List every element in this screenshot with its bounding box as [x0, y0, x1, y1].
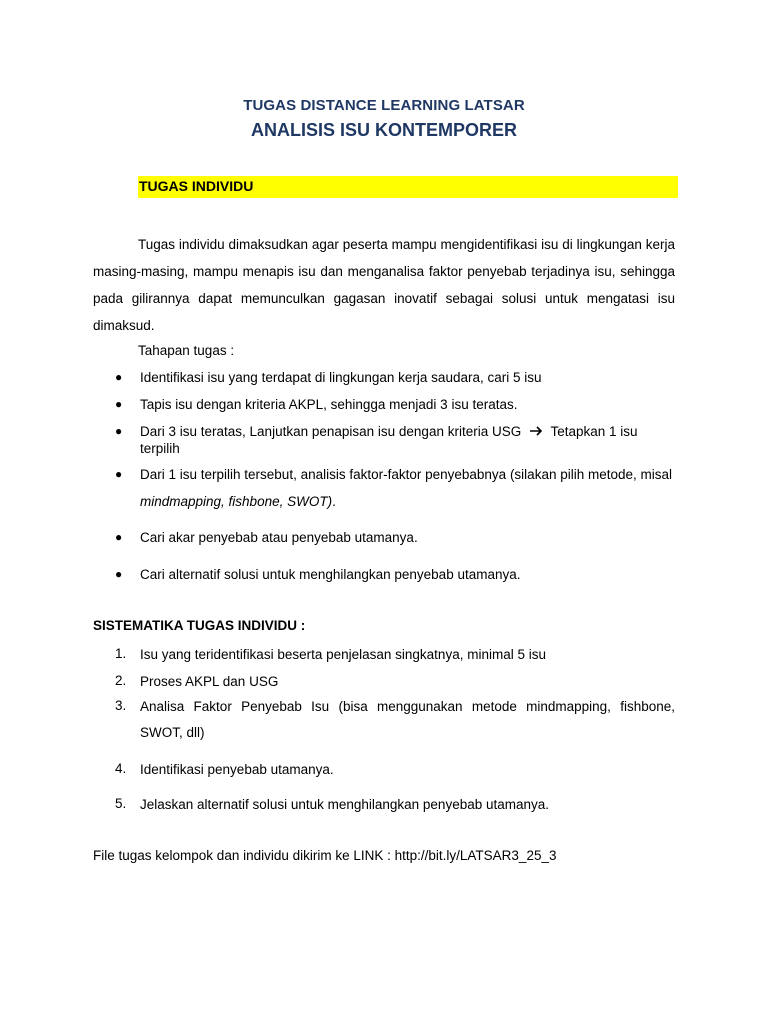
bullet-icon: ●: [115, 370, 123, 384]
submission-link-text: File tugas kelompok dan individu dikirim ke LINK : http://bit.ly/LATSAR3_25_3: [93, 848, 557, 863]
systematics-heading: SISTEMATIKA TUGAS INDIVIDU :: [93, 618, 306, 633]
bullet-icon: ●: [115, 424, 123, 438]
document-page: TUGAS DISTANCE LEARNING LATSAR ANALISIS ISU KONTEMPORER TUGAS INDIVIDU Tugas individu dimaksudkan agar peserta mampu mengidentifikasi isu di lingkungan kerja masing-masing, mampu menapis isu dan menganalisa faktor penyebab terjadinya isu, sehingga pada gilirannya dapat memunculkan gagasan inovatif sebagai solusi untuk mengatasi isu dimaksud. Tahapan tugas : ● Identifikasi isu yang terdapat di lingkungan kerja saudara, cari 5 isu ● Tapis isu dengan kriteria AKPL, sehingga menjadi 3 isu teratas. ● Dari 3 isu teratas, Lanjutkan penapisan isu dengan kriteria USG Tetapkan 1 isu terpilih ● Dari 1 isu terpilih tersebut, analisis faktor-faktor penyebabnya (silakan pilih metode, misal mindmapping, fishbone, SWOT). ● Cari akar penyebab atau penyebab utamanya. ● Cari alternatif solusi untuk menghilangkan penyebab utamanya. SISTEMATIKA TUGAS INDIVIDU : 1. Isu yang teridentifikasi beserta penjelasan singkatnya, minimal 5 isu 2. Proses AKPL dan USG 3. Analisa Faktor Penyebab Isu (bisa menggunakan metode mindmapping, fishbone, SWOT, dll) 4. Identifikasi penyebab utamanya. 5. Jelaskan alternatif solusi untuk menghilangkan penyebab utamanya. File tugas kelompok dan individu dikirim ke LINK : http://bit.ly/LATSAR3_25_3: [0, 0, 768, 1024]
stages-label: Tahapan tugas :: [138, 343, 235, 358]
section-heading: TUGAS INDIVIDU: [139, 178, 254, 194]
bullet-icon: ●: [115, 530, 123, 544]
bullet-icon: ●: [115, 567, 123, 581]
document-subtitle: ANALISIS ISU KONTEMPORER: [250, 120, 518, 140]
right-arrow-icon: [529, 423, 543, 440]
bullet-icon: ●: [115, 467, 123, 481]
section-heading-highlight: [138, 176, 678, 198]
bullet-icon: ●: [115, 397, 123, 411]
intro-paragraph: Tugas individu dimaksudkan agar peserta mampu mengidentifikasi isu di lingkungan kerja masing-masing, mampu menapis isu dan menganalisa faktor penyebab terjadinya isu, sehingga pada gilirannya dapat memunculkan gagasan inovatif sebagai solusi untuk mengatasi isu dimaksud.: [93, 237, 675, 333]
document-title: TUGAS DISTANCE LEARNING LATSAR: [243, 97, 525, 114]
